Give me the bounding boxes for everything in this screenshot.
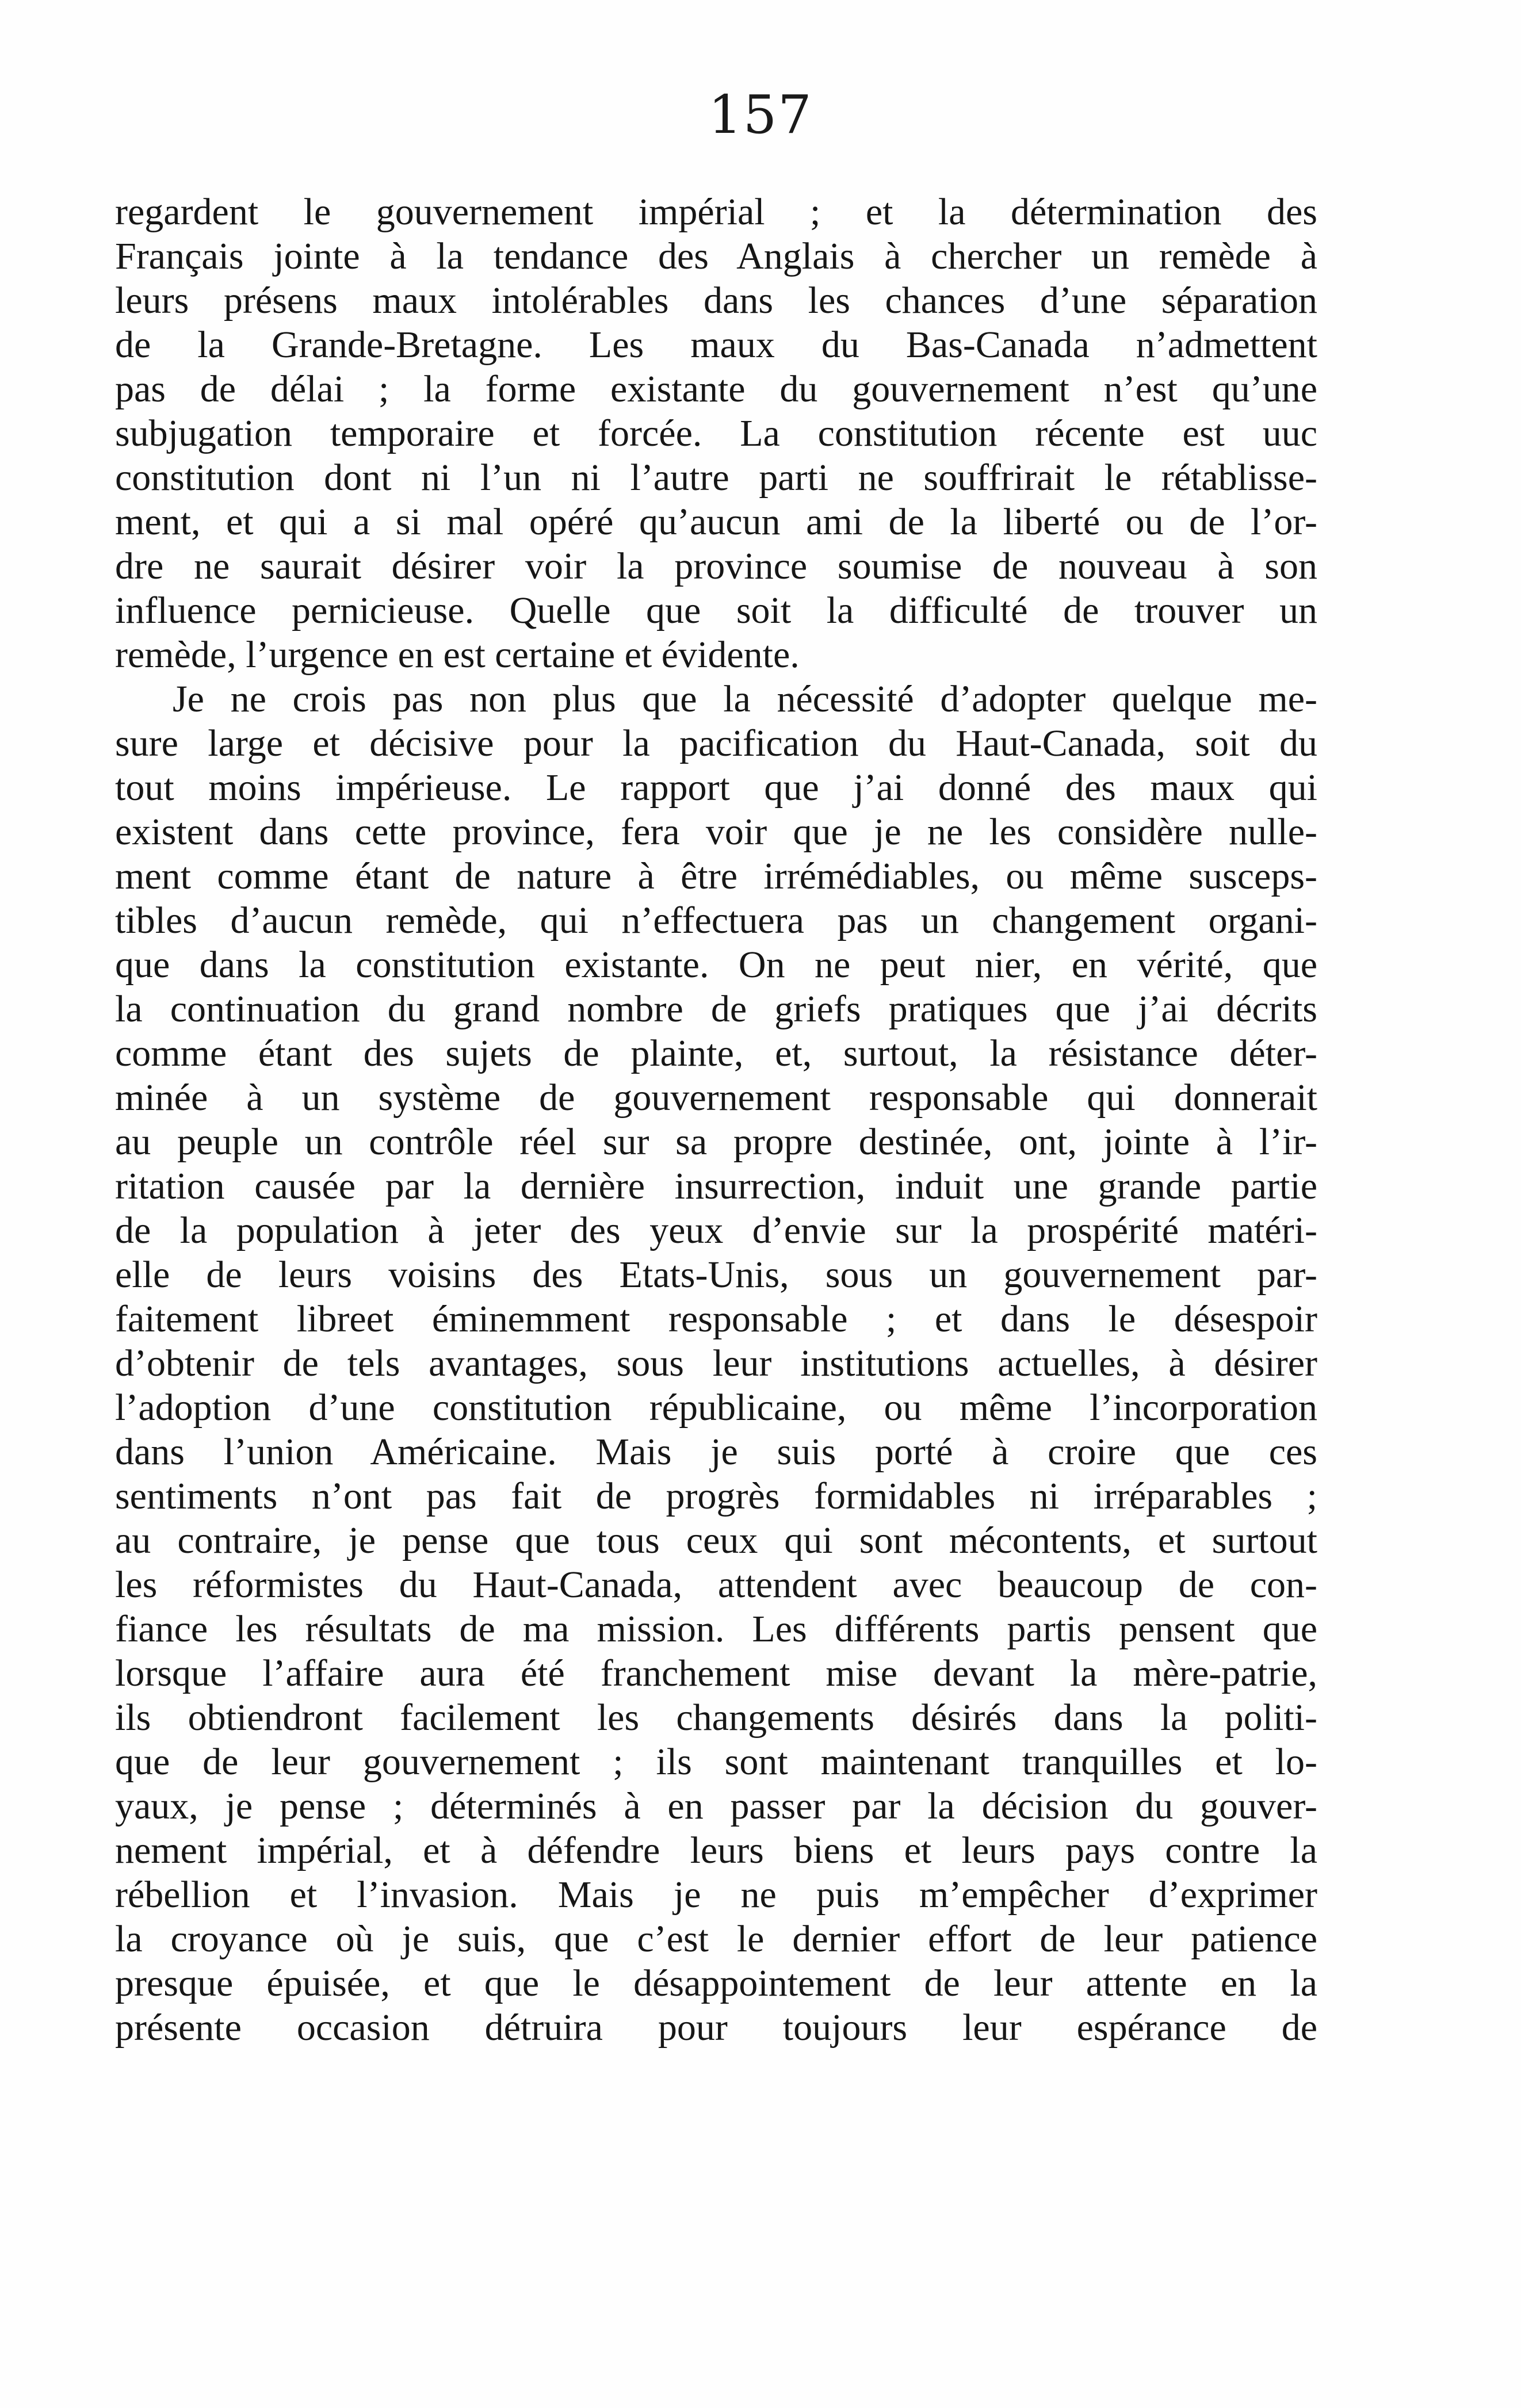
text-line: regardent le gouvernement impérial ; et la détermination des — [115, 191, 1317, 233]
text-line: au peuple un contrôle réel sur sa propre destinée, ont, jointe à l’ir- — [115, 1121, 1317, 1163]
text-line: subjugation temporaire et forcée. La constitution récente est uuc — [115, 412, 1317, 454]
text-line: la croyance où je suis, que c’est le dernier effort de leur patience — [115, 1918, 1317, 1960]
text-line: tibles d’aucun remède, qui n’effectuera pas un changement organi- — [115, 899, 1317, 941]
text-line: que de leur gouvernement ; ils sont maintenant tranquilles et lo- — [115, 1741, 1317, 1783]
text-line: ment comme étant de nature à être irrémédiables, ou même susceps- — [115, 855, 1317, 897]
body-text — [115, 190, 1317, 2050]
text-line: rébellion et l’invasion. Mais je ne puis m’empêcher d’exprimer — [115, 1874, 1317, 1916]
text-line: presque épuisée, et que le désappointement de leur attente en la — [115, 1962, 1317, 2004]
text-line: tout moins impérieuse. Le rapport que j’ai donné des maux qui — [115, 767, 1317, 809]
text-line: la continuation du grand nombre de griefs pratiques que j’ai décrits — [115, 988, 1317, 1030]
text-line: que dans la constitution existante. On ne peut nier, en vérité, que — [115, 944, 1317, 986]
text-line: présente occasion détruira pour toujours leur espérance de — [115, 2007, 1317, 2049]
text-line: leurs présens maux intolérables dans les chances d’une séparation — [115, 280, 1317, 321]
text-line: constitution dont ni l’un ni l’autre parti ne souffrirait le rétablisse- — [115, 457, 1317, 499]
text-line: pas de délai ; la forme existante du gouvernement n’est qu’une — [115, 368, 1317, 410]
page-number: 157 — [708, 84, 813, 146]
text-line: de la population à jeter des yeux d’envie sur la prospérité matéri- — [115, 1209, 1317, 1251]
text-line: ils obtiendront facilement les changements désirés dans la politi- — [115, 1697, 1317, 1739]
text-line: minée à un système de gouvernement responsable qui donnerait — [115, 1077, 1317, 1119]
text-line: faitement libreet éminemment responsable ; et dans le désespoir — [115, 1298, 1317, 1340]
text-line: les réformistes du Haut-Canada, attendent avec beaucoup de con- — [115, 1564, 1317, 1606]
text-line: d’obtenir de tels avantages, sous leur institutions actuelles, à désirer — [115, 1342, 1317, 1384]
text-line: comme étant des sujets de plainte, et, surtout, la résistance déter- — [115, 1032, 1317, 1074]
text-line: nement impérial, et à défendre leurs biens et leurs pays contre la — [115, 1829, 1317, 1871]
text-line: l’adoption d’une constitution républicaine, ou même l’incorporation — [115, 1387, 1317, 1429]
text-line: existent dans cette province, fera voir que je ne les considère nulle- — [115, 811, 1317, 853]
paragraph-end-line: remède, l’urgence en est certaine et évidente. — [115, 634, 800, 676]
text-line: influence pernicieuse. Quelle que soit la difficulté de trouver un — [115, 589, 1317, 631]
text-line: au contraire, je pense que tous ceux qui sont mécontents, et surtout — [115, 1519, 1317, 1561]
paragraph-start-line: Je ne crois pas non plus que la nécessité d’adopter quelque me- — [173, 678, 1317, 720]
text-line: de la Grande-Bretagne. Les maux du Bas-Canada n’admettent — [115, 324, 1317, 366]
text-line: Français jointe à la tendance des Anglais à chercher un remède à — [115, 235, 1317, 277]
text-line: dre ne saurait désirer voir la province soumise de nouveau à son — [115, 545, 1317, 587]
text-line: fiance les résultats de ma mission. Les différents partis pensent que — [115, 1608, 1317, 1650]
text-line: sure large et décisive pour la pacification du Haut-Canada, soit du — [115, 722, 1317, 764]
text-line: yaux, je pense ; déterminés à en passer par la décision du gouver- — [115, 1785, 1317, 1827]
text-line: elle de leurs voisins des Etats-Unis, sous un gouvernement par- — [115, 1254, 1317, 1296]
text-line: ritation causée par la dernière insurrection, induit une grande partie — [115, 1165, 1317, 1207]
text-line: ment, et qui a si mal opéré qu’aucun ami de la liberté ou de l’or- — [115, 501, 1317, 543]
text-line: lorsque l’affaire aura été franchement mise devant la mère-patrie, — [115, 1652, 1317, 1694]
text-line: sentiments n’ont pas fait de progrès formidables ni irréparables ; — [115, 1475, 1317, 1517]
text-line: dans l’union Américaine. Mais je suis porté à croire que ces — [115, 1431, 1317, 1473]
